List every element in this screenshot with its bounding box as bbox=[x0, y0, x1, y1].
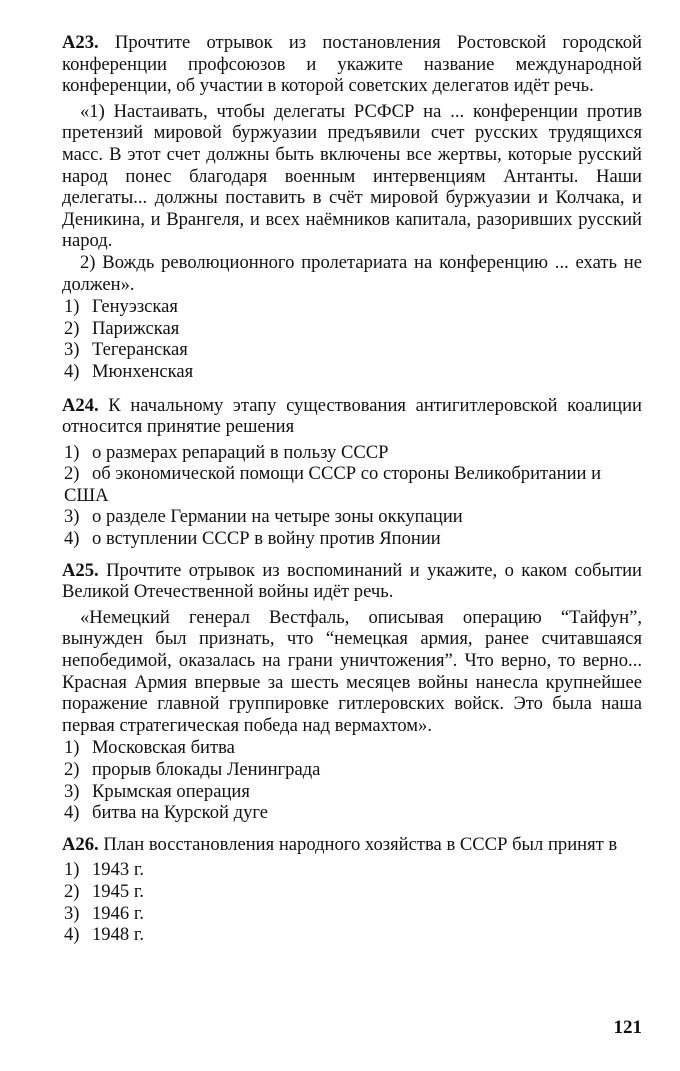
answer-option[interactable] bbox=[62, 318, 642, 340]
option-number: 3) bbox=[64, 506, 80, 528]
option-number: 3) bbox=[64, 902, 80, 924]
option-number: 2) bbox=[64, 317, 80, 339]
answer-option[interactable] bbox=[62, 463, 642, 506]
question-number: А25. bbox=[62, 559, 99, 581]
question-number: А26. bbox=[62, 833, 99, 855]
option-text: Московская битва bbox=[92, 737, 235, 759]
answer-option[interactable] bbox=[62, 339, 642, 361]
answer-option[interactable] bbox=[62, 759, 642, 781]
option-text: 1943 г. bbox=[92, 859, 145, 881]
option-number: 2) bbox=[64, 759, 80, 780]
quote-paragraph: 2) Вождь революционного пролетариата на конференцию ... ехать не должен». bbox=[62, 251, 642, 295]
quote-paragraph: «1) Настаивать, чтобы делегаты РСФСР на ... конференции против претензий мировой буржуазии предъявили счет русских трудящихся масс. В этот счет должны быть включены все жертвы, которые русский народ понес благодаря военным интервенциям Антанты. Наши делегаты... должны поставить в счёт мировой буржуазии и Колчака, и Деникина, и Врангеля, и всех наёмников капитала, разоривших русский народ. bbox=[62, 100, 642, 252]
option-number: 1) bbox=[64, 441, 80, 463]
question-prompt bbox=[62, 395, 642, 438]
page-number: 121 bbox=[613, 1017, 642, 1038]
question-prompt bbox=[62, 834, 642, 856]
question-number: А23. bbox=[62, 32, 99, 53]
option-text: Мюнхенская bbox=[92, 360, 194, 382]
option-number: 4) bbox=[64, 924, 80, 946]
answer-option[interactable] bbox=[62, 528, 642, 550]
option-number: 3) bbox=[64, 339, 80, 361]
option-text: Парижская bbox=[92, 317, 180, 339]
question-a23 bbox=[62, 32, 642, 383]
option-text: о вступлении СССР в войну против Японии bbox=[92, 528, 441, 550]
answer-option[interactable] bbox=[62, 296, 642, 318]
option-text: об экономической помощи СССР со стороны Великобритании и США bbox=[64, 463, 602, 506]
question-prompt bbox=[62, 560, 642, 603]
answer-option[interactable] bbox=[62, 442, 642, 464]
question-text: К начальному этапу существования антигитлеровской коалиции относится принятие решения bbox=[62, 394, 642, 438]
answer-option[interactable] bbox=[62, 361, 642, 383]
answer-options bbox=[62, 737, 642, 823]
answer-option[interactable] bbox=[62, 802, 642, 824]
question-number: А24. bbox=[62, 394, 99, 416]
answer-option[interactable] bbox=[62, 781, 642, 803]
answer-options bbox=[62, 859, 642, 945]
answer-option[interactable] bbox=[62, 737, 642, 759]
answer-option[interactable] bbox=[62, 859, 642, 881]
option-text: 1945 г. bbox=[92, 880, 145, 902]
question-a24 bbox=[62, 395, 642, 550]
option-number: 3) bbox=[64, 780, 80, 802]
answer-option[interactable] bbox=[62, 881, 642, 903]
answer-option[interactable] bbox=[62, 903, 642, 925]
question-a25 bbox=[62, 560, 642, 824]
answer-options bbox=[62, 296, 642, 382]
page-content bbox=[62, 32, 642, 956]
option-text: Тегеранская bbox=[92, 339, 188, 361]
option-number: 2) bbox=[64, 880, 80, 902]
question-text: Прочтите отрывок из воспоминаний и укажите, о каком событии Великой Отечественной войны идёт речь. bbox=[62, 559, 642, 603]
question-prompt bbox=[62, 32, 642, 97]
option-number: 1) bbox=[64, 296, 80, 318]
option-text: 1948 г. bbox=[92, 924, 145, 946]
option-number: 4) bbox=[64, 360, 80, 382]
quote-paragraph: «Немецкий генерал Вестфаль, описывая операцию “Тайфун”, вынужден был признать, что “немецкая армия, ранее считавшаяся непобедимой, оказалась на грани уничтожения”. Что верно, то верно... Красная Армия впервые за шесть месяцев войны нанесла крупнейшее поражение главной группировке гитлеровских войск. Это была наша первая стратегическая победа над вермахтом». bbox=[62, 606, 642, 736]
answer-option[interactable] bbox=[62, 506, 642, 528]
option-text: Крымская операция bbox=[92, 780, 250, 802]
option-text: о размерах репараций в пользу СССР bbox=[92, 441, 389, 463]
question-text: План восстановления народного хозяйства в СССР был принят в bbox=[103, 833, 618, 855]
question-a26 bbox=[62, 834, 642, 946]
answer-options bbox=[62, 442, 642, 550]
answer-option[interactable] bbox=[62, 924, 642, 946]
option-text: прорыв блокады Ленинграда bbox=[92, 759, 321, 780]
option-number: 4) bbox=[64, 802, 80, 824]
option-text: о разделе Германии на четыре зоны оккупации bbox=[92, 506, 463, 528]
option-number: 1) bbox=[64, 859, 80, 881]
option-number: 2) bbox=[64, 463, 80, 485]
option-number: 4) bbox=[64, 528, 80, 550]
option-text: Генуэзская bbox=[92, 296, 178, 318]
question-text: Прочтите отрывок из постановления Ростовской городской конференции профсоюзов и укажите название международной конференции, об участии в которой советских делегатов идёт речь. bbox=[62, 32, 642, 97]
option-number: 1) bbox=[64, 737, 80, 759]
option-text: битва на Курской дуге bbox=[92, 802, 269, 824]
option-text: 1946 г. bbox=[92, 902, 145, 924]
